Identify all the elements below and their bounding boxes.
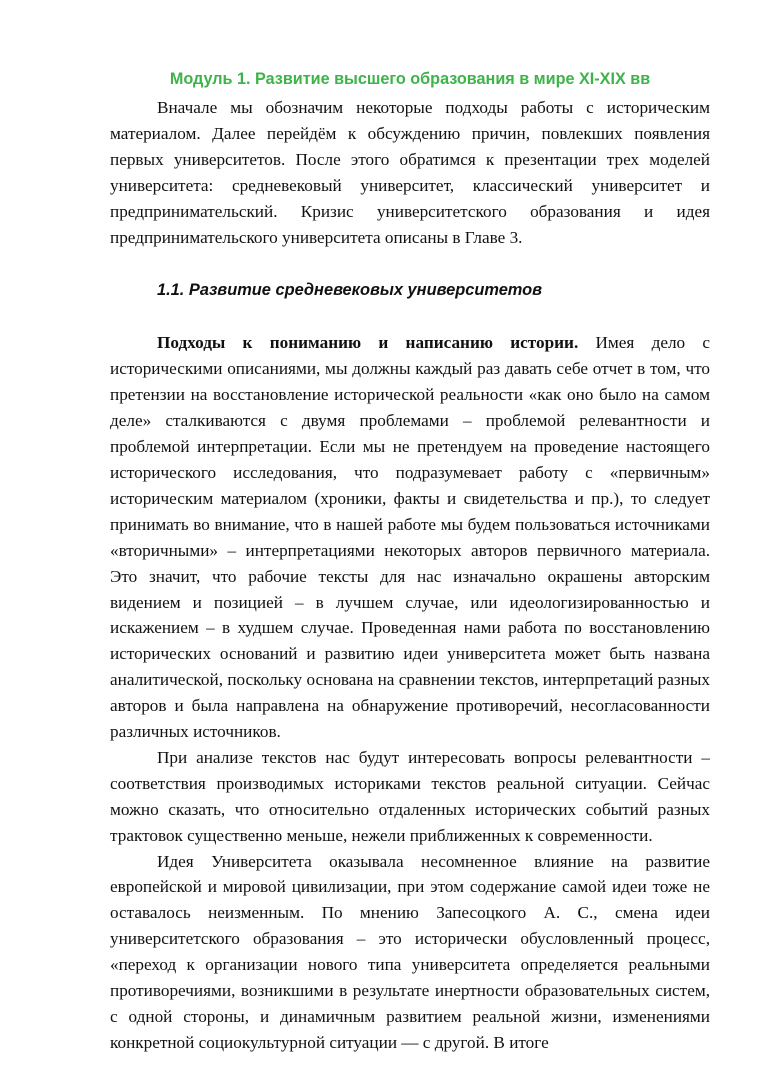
approaches-paragraph — [110, 330, 710, 745]
document-page — [110, 66, 710, 1056]
idea-paragraph: Идея Университета оказывала несомненное влияние на развитие европейской и мировой цивилизации, при этом содержание самой идеи тоже не оставалось неизменным. По мнению Запесоцкого А. С., смена идеи университетского образования – это исторически обусловленный процесс, «переход к организации нового типа университета определяется реальными противоречиями, возникшими в результате инертности образовательных систем, с одной стороны, и динамичным развитием реальной жизни, изменениями конкретной социокультурной ситуации — с другой. В итоге — [110, 851, 710, 1052]
relevance-paragraph: При анализе текстов нас будут интересовать вопросы релевантности – соответствия производимых историками текстов реальной ситуации. Сейчас можно сказать, что относительно отдаленных исторических событий разных трактовок существенно меньше, нежели приближенных к современности. — [110, 747, 710, 845]
module-title: Модуль 1. Развитие высшего образования в мире XI-XIX вв — [169, 70, 651, 88]
approaches-body: Имея дело с историческими описаниями, мы должны каждый раз давать себе отчет в том, что претензии на восстановление исторической реальности «как оно было на самом деле» сталкиваются с двумя проблемами – проблемой релевантности и проблемой интерпретации. Если мы не претендуем на проведение настоящего исторического исследования, что подразумевает работу с «первичным» историческим материалом (хроники, факты и свидетельства и пр.), то следует принимать во внимание, что в нашей работе мы будем пользоваться источниками «вторичными» – интерпретациями некоторых авторов первичного материала. Это значит, что рабочие тексты для нас изначально окрашены авторским видением и позицией – в лучшем случае, или идеологизированностью и искажением – в худшем случае. Проведенная нами работа по восстановлению исторических оснований и развитию идеи университета может быть названа аналитической, поскольку основана на сравнении текстов, интерпретаций разных авторов и была направлена на обнаружение противоречий, несогласованности различных источников. — [110, 333, 710, 742]
approaches-lead: Подходы к пониманию и написанию истории. — [157, 333, 579, 353]
intro-paragraph: Вначале мы обозначим некоторые подходы работы с историческим материалом. Далее перейдём к обсуждению причин, повлекших появления первых университетов. После этого обратимся к презентации трех моделей университета: средневековый университет, классический университет и предпринимательский. Кризис университетского образования и идея предпринимательского университета описаны в Главе 3. — [110, 98, 710, 247]
section-title: 1.1. Развитие средневековых университетов — [157, 281, 543, 300]
